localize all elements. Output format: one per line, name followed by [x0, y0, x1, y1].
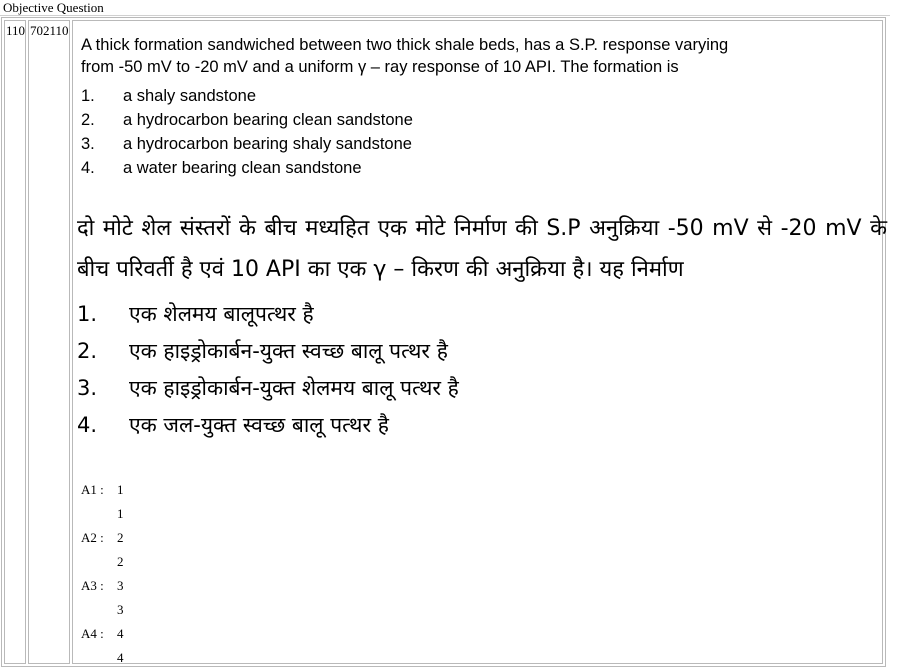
answer-row-secondary [81, 550, 137, 574]
option-text: एक हाइड्रोकार्बन-युक्त स्वच्छ बालू पत्थर है [129, 339, 448, 363]
option-english [81, 84, 741, 108]
option-number: 2. [81, 111, 95, 129]
answer-value: 3 [117, 578, 124, 593]
answer-row [81, 526, 137, 550]
option-number: 1. [77, 302, 98, 326]
option-hindi [77, 296, 887, 333]
option-hindi [77, 407, 887, 444]
question-body-cell [72, 20, 887, 665]
answer-value-secondary: 2 [117, 554, 124, 569]
option-text: एक हाइड्रोकार्बन-युक्त शेलमय बालू पत्थर है [129, 376, 459, 400]
option-text: एक शेलमय बालूपत्थर है [129, 302, 314, 326]
question-number: 110 [6, 23, 26, 38]
option-hindi [77, 333, 887, 370]
question-hindi [77, 208, 887, 444]
option-text: एक जल-युक्त स्वच्छ बालू पत्थर है [129, 413, 389, 437]
option-number: 3. [81, 135, 95, 153]
answer-value: 1 [117, 482, 124, 497]
answer-value-secondary: 3 [117, 602, 124, 617]
question-table [1, 17, 886, 667]
question-text-english: A thick formation sandwiched between two thick shale beds, has a S.P. response varying from -50 mV to -20 mV and a uniform γ – ray response of 10 API. The formation is [81, 36, 729, 76]
option-english [81, 132, 741, 156]
answer-list [81, 478, 137, 670]
answer-value: 2 [117, 530, 124, 545]
answer-label: A3 : [81, 578, 104, 593]
question-id-cell [28, 20, 70, 664]
answer-row-secondary [81, 646, 137, 670]
option-text: a shaly sandstone [123, 87, 257, 105]
option-number: 4. [81, 159, 95, 177]
answer-label: A4 : [81, 626, 104, 641]
option-hindi [77, 370, 887, 407]
option-number: 2. [77, 339, 98, 363]
answer-row [81, 622, 137, 646]
option-text: a water bearing clean sandstone [123, 159, 362, 177]
option-number: 3. [77, 376, 98, 400]
option-number: 4. [77, 413, 98, 437]
question-english [81, 34, 741, 180]
answer-value: 4 [117, 626, 124, 641]
option-number: 1. [81, 87, 95, 105]
answer-row [81, 574, 137, 598]
option-english [81, 156, 741, 180]
answer-label: A1 : [81, 482, 104, 497]
answer-value-secondary: 1 [117, 506, 124, 521]
answer-row-secondary [81, 598, 137, 622]
options-hindi [77, 296, 887, 444]
option-english [81, 108, 741, 132]
header-divider [0, 15, 890, 16]
question-number-cell [4, 20, 26, 664]
answer-row-secondary [81, 502, 137, 526]
options-english [81, 84, 741, 180]
answer-value-secondary: 4 [117, 650, 124, 665]
option-text: a hydrocarbon bearing shaly sandstone [123, 135, 412, 153]
question-id: 702110 [30, 23, 69, 38]
option-text: a hydrocarbon bearing clean sandstone [123, 111, 413, 129]
answer-row [81, 478, 137, 502]
section-header: Objective Question [3, 0, 104, 15]
question-text-hindi: दो मोटे शेल संस्तरों के बीच मध्यहित एक मोटे निर्माण की S.P अनुक्रिया -50 mV से -20 mV के बीच परिवर्ती है एवं 10 API का एक γ – किरण की अनुक्रिया है। यह निर्माण [77, 216, 887, 282]
answer-label: A2 : [81, 530, 104, 545]
